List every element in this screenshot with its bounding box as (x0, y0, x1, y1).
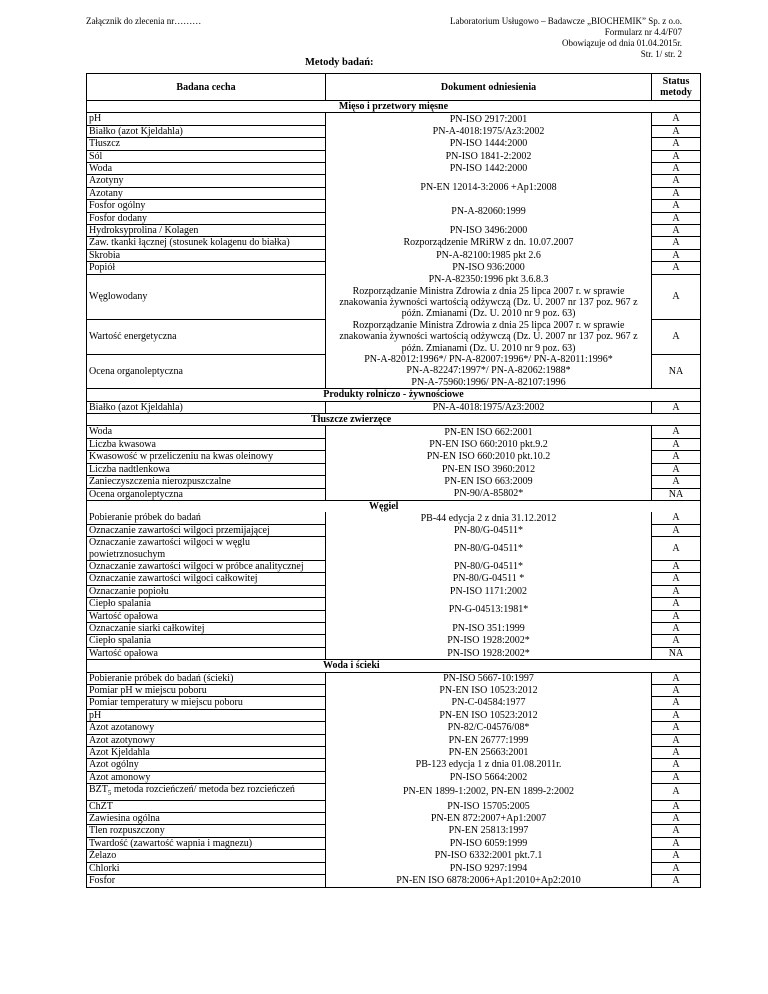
status-cell: A (652, 113, 701, 125)
cecha-cell: Sól (87, 150, 326, 162)
page-number: Str. 1/ str. 2 (640, 49, 682, 59)
status-cell: A (652, 784, 701, 800)
dokument-cell: PN-EN 12014-3:2006 +Ap1:2008 (326, 175, 652, 200)
dokument-cell: PN-ISO 9297:1994 (326, 862, 652, 874)
table-row (87, 825, 701, 837)
status-cell: NA (652, 647, 701, 659)
cecha-cell: Liczba nadtlenkowa (87, 463, 326, 475)
table-row (87, 125, 701, 137)
table-row (87, 784, 701, 800)
status-cell: A (652, 875, 701, 887)
status-cell: A (652, 709, 701, 721)
dokument-cell: PN-ISO 3496:2000 (326, 225, 652, 237)
cecha-cell: Twardość (zawartość wapnia i magnezu) (87, 837, 326, 849)
status-cell: A (652, 320, 701, 354)
cecha-cell: Azot ogólny (87, 759, 326, 771)
dokument-cell: PN-ISO 5667-10:1997 (326, 672, 652, 684)
cecha-cell: Ocena organoleptyczna (87, 488, 326, 500)
table-row (87, 163, 701, 175)
dokument-cell: PN-A-4018:1975/Az3:2002 (326, 401, 652, 413)
dokument-cell: PN-EN 1899-1:2002, PN-EN 1899-2:2002 (326, 784, 652, 800)
cecha-cell: Zawiesina ogólna (87, 813, 326, 825)
dokument-cell: PN-ISO 15705:2005 (326, 800, 652, 812)
section-title: Woda i ścieki (87, 660, 701, 672)
dokument-cell: PN-ISO 6332:2001 pkt.7.1 (326, 850, 652, 862)
dokument-cell: PN-90/A-85802* (326, 488, 652, 500)
dokument-cell: PN-80/G-04511* (326, 560, 652, 572)
status-cell: A (652, 463, 701, 475)
table-row (87, 113, 701, 125)
cecha-cell: Tłuszcz (87, 138, 326, 150)
dokument-cell: PN-EN 25663:2001 (326, 747, 652, 759)
status-cell: A (652, 451, 701, 463)
status-cell: A (652, 585, 701, 597)
dokument-cell: PN-ISO 1444:2000 (326, 138, 652, 150)
cecha-cell: Wartość opałowa (87, 647, 326, 659)
status-cell: A (652, 813, 701, 825)
table-row (87, 200, 701, 212)
status-cell: A (652, 187, 701, 199)
cecha-cell: Fosfor dodany (87, 212, 326, 224)
status-cell: A (652, 759, 701, 771)
status-cell: A (652, 476, 701, 488)
dokument-cell: PN-A-4018:1975/Az3:2002 (326, 125, 652, 137)
status-cell: A (652, 274, 701, 320)
section-row (87, 660, 701, 672)
cecha-cell: Woda (87, 163, 326, 175)
table-row (87, 225, 701, 237)
cecha-cell: $BZT_5$ metoda rozcieńczeń/ metoda bez rozcieńczeń (87, 784, 326, 800)
status-cell: A (652, 734, 701, 746)
dokument-cell: PN-80/G-04511 * (326, 573, 652, 585)
lab-header (450, 16, 682, 60)
dokument-cell: PN-C-04584:1977 (326, 697, 652, 709)
table-row (87, 697, 701, 709)
dokument-cell: PN-EN ISO 663:2009 (326, 476, 652, 488)
table-row (87, 438, 701, 450)
status-cell: A (652, 537, 701, 561)
methods-table (86, 73, 701, 888)
table-row (87, 537, 701, 561)
table-row (87, 598, 701, 610)
dokument-cell: PN-ISO 351:1999 (326, 622, 652, 634)
table-row (87, 647, 701, 659)
table-row (87, 512, 701, 524)
dokument-cell: PN-ISO 1442:2000 (326, 163, 652, 175)
cecha-cell: Pomiar temperatury w miejscu poboru (87, 697, 326, 709)
cecha-cell: Tlen rozpuszczony (87, 825, 326, 837)
dokument-cell: PN-EN 26777:1999 (326, 734, 652, 746)
table-row (87, 771, 701, 783)
cecha-cell: Pobieranie próbek do badań (ścieki) (87, 672, 326, 684)
table-row (87, 237, 701, 249)
cecha-cell: Wartość opałowa (87, 610, 326, 622)
status-cell: A (652, 800, 701, 812)
cecha-cell: Oznaczanie zawartości wilgoci przemijającej (87, 524, 326, 536)
status-cell: A (652, 697, 701, 709)
status-cell: A (652, 771, 701, 783)
dokument-cell: PN-G-04513:1981* (326, 598, 652, 623)
cecha-cell: Żelazo (87, 850, 326, 862)
status-cell: A (652, 138, 701, 150)
section-title: Węgiel (87, 500, 701, 512)
dokument-cell: PN-ISO 1841-2:2002 (326, 150, 652, 162)
dokument-cell: PN-ISO 1928:2002* (326, 647, 652, 659)
status-cell: A (652, 163, 701, 175)
cecha-cell: pH (87, 709, 326, 721)
cecha-cell: Węglowodany (87, 274, 326, 320)
dokument-cell: PN-A-82012:1996*/ PN-A-82007:1996*/ PN-A-82011:1996* PN-A-82247:1997*/ PN-A-82062:1988* PN-A-75960:1996/ PN-A-82107:1996 (326, 354, 652, 389)
status-cell: A (652, 262, 701, 274)
status-cell: A (652, 837, 701, 849)
cecha-cell: Woda (87, 426, 326, 438)
table-row (87, 622, 701, 634)
status-cell: A (652, 150, 701, 162)
section-row (87, 389, 701, 401)
dokument-cell: PN-80/G-04511* (326, 537, 652, 561)
cecha-cell: pH (87, 113, 326, 125)
cecha-cell: Fosfor ogólny (87, 200, 326, 212)
cecha-cell: Zaw. tkanki łącznej (stosunek kolagenu do białka) (87, 237, 326, 249)
status-cell: A (652, 825, 701, 837)
dokument-cell: Rozporządzanie Ministra Zdrowia z dnia 25 lipca 2007 r. w sprawie znakowania żywności wartością odżywczą (Dz. U. 2007 nr 137 poz. 967 z późn. Zmianami (Dz. U. 2010 nr 9 poz. 63) (326, 320, 652, 354)
table-row (87, 524, 701, 536)
dokument-cell: PN-ISO 5664:2002 (326, 771, 652, 783)
cecha-cell: Skrobia (87, 249, 326, 261)
header-status: Status metody (652, 74, 701, 101)
status-cell: A (652, 560, 701, 572)
dokument-cell: PB-123 edycja 1 z dnia 01.08.2011r. (326, 759, 652, 771)
table-row (87, 759, 701, 771)
dokument-cell: PN-EN 25813:1997 (326, 825, 652, 837)
table-body (87, 101, 701, 888)
dokument-cell: PN-EN 872:2007+Ap1:2007 (326, 813, 652, 825)
table-row (87, 274, 701, 320)
section-title: Tłuszcze zwierzęce (87, 414, 701, 426)
table-row (87, 262, 701, 274)
section-row (87, 101, 701, 113)
table-row (87, 249, 701, 261)
dokument-cell: PN-ISO 2917:2001 (326, 113, 652, 125)
status-cell: A (652, 635, 701, 647)
cecha-cell: Liczba kwasowa (87, 438, 326, 450)
status-cell: A (652, 249, 701, 261)
dokument-cell: PN-82/C-04576/08* (326, 722, 652, 734)
dokument-cell: PN-A-82060:1999 (326, 200, 652, 225)
status-cell: NA (652, 488, 701, 500)
cecha-cell: Oznaczanie zawartości wilgoci w próbce analitycznej (87, 560, 326, 572)
dokument-cell: PN-80/G-04511* (326, 524, 652, 536)
form-number: Formularz nr 4.4/F07 (604, 27, 682, 37)
table-row (87, 426, 701, 438)
dokument-cell: PN-A-82350:1996 pkt 3.6.8.3 Rozporządzanie Ministra Zdrowia z dnia 25 lipca 2007 r. w sprawie znakowania żywności wartością odżywczą (Dz. U. 2007 nr 137 poz. 967 z późn. Zmianami (Dz. U. 2010 nr 9 poz. 63) (326, 274, 652, 320)
status-cell: A (652, 200, 701, 212)
table-row (87, 837, 701, 849)
cecha-cell: Oznaczanie zawartości wilgoci całkowitej (87, 573, 326, 585)
header-cecha: Badana cecha (87, 74, 326, 101)
status-cell: A (652, 573, 701, 585)
table-row (87, 800, 701, 812)
status-cell: A (652, 175, 701, 187)
table-row (87, 734, 701, 746)
section-title: Produkty rolniczo - żywnościowe (87, 389, 701, 401)
table-row (87, 709, 701, 721)
status-cell: NA (652, 354, 701, 389)
table-row (87, 635, 701, 647)
cecha-cell: Białko (azot Kjeldahla) (87, 401, 326, 413)
dokument-cell: PN-EN ISO 10523:2012 (326, 685, 652, 697)
table-row (87, 685, 701, 697)
cecha-cell: Azot amonowy (87, 771, 326, 783)
cecha-cell: ChZT (87, 800, 326, 812)
table-row (87, 451, 701, 463)
cecha-cell: Fosfor (87, 875, 326, 887)
table-row (87, 573, 701, 585)
table-row (87, 320, 701, 354)
cecha-cell: Wartość energetyczna (87, 320, 326, 354)
cecha-cell: Zanieczyszczenia nierozpuszczalne (87, 476, 326, 488)
status-cell: A (652, 426, 701, 438)
section-row (87, 500, 701, 512)
table-row (87, 585, 701, 597)
table-row (87, 560, 701, 572)
dokument-cell: PN-ISO 1928:2002* (326, 635, 652, 647)
cecha-cell: Oznaczanie siarki całkowitej (87, 622, 326, 634)
dokument-cell: PN-EN ISO 660:2010 pkt.9.2 (326, 438, 652, 450)
cecha-cell: Ocena organoleptyczna (87, 354, 326, 389)
table-row (87, 463, 701, 475)
table-row (87, 722, 701, 734)
status-cell: A (652, 672, 701, 684)
table-row (87, 813, 701, 825)
cecha-cell: Hydroksyprolina / Kolagen (87, 225, 326, 237)
status-cell: A (652, 512, 701, 524)
dokument-cell: PN-ISO 6059:1999 (326, 837, 652, 849)
table-row (87, 150, 701, 162)
table-row (87, 488, 701, 500)
valid-from: Obowiązuje od dnia 01.04.2015r. (562, 38, 682, 48)
status-cell: A (652, 685, 701, 697)
page-title: Metody badań: (305, 57, 374, 68)
lab-name: Laboratorium Usługowo – Badawcze „BIOCHEMIK” Sp. z o.o. (450, 16, 682, 26)
status-cell: A (652, 850, 701, 862)
table-header-row (87, 74, 701, 101)
attachment-note: Załącznik do zlecenia nr……… (86, 16, 202, 26)
cecha-cell: Oznaczanie popiołu (87, 585, 326, 597)
status-cell: A (652, 862, 701, 874)
cecha-cell: Azotyny (87, 175, 326, 187)
dokument-cell: PN-ISO 1171:2002 (326, 585, 652, 597)
section-title: Mięso i przetwory mięsne (87, 101, 701, 113)
dokument-cell: PN-A-82100:1985 pkt 2.6 (326, 249, 652, 261)
cecha-cell: Azot Kjeldahla (87, 747, 326, 759)
cecha-cell: Ciepło spalania (87, 598, 326, 610)
table-row (87, 862, 701, 874)
status-cell: A (652, 237, 701, 249)
table-row (87, 747, 701, 759)
status-cell: A (652, 401, 701, 413)
cecha-cell: Oznaczanie zawartości wilgoci w węglu powietrznosuchym (87, 537, 326, 561)
status-cell: A (652, 747, 701, 759)
status-cell: A (652, 225, 701, 237)
dokument-cell: Rozporządzenie MRiRW z dn. 10.07.2007 (326, 237, 652, 249)
table-row (87, 138, 701, 150)
cecha-cell: Popiół (87, 262, 326, 274)
dokument-cell: PN-EN ISO 660:2010 pkt.10.2 (326, 451, 652, 463)
status-cell: A (652, 610, 701, 622)
table-row (87, 875, 701, 887)
cecha-cell: Pomiar pH w miejscu poboru (87, 685, 326, 697)
table-row (87, 672, 701, 684)
cecha-cell: Azot azotanowy (87, 722, 326, 734)
status-cell: A (652, 438, 701, 450)
table-row (87, 476, 701, 488)
status-cell: A (652, 622, 701, 634)
table-row (87, 175, 701, 187)
status-cell: A (652, 598, 701, 610)
dokument-cell: PB-44 edycja 2 z dnia 31.12.2012 (326, 512, 652, 524)
dokument-cell: PN-EN ISO 662:2001 (326, 426, 652, 438)
dokument-cell: PN-EN ISO 6878:2006+Ap1:2010+Ap2:2010 (326, 875, 652, 887)
header-dokument: Dokument odniesienia (326, 74, 652, 101)
cecha-cell: Kwasowość w przeliczeniu na kwas oleinowy (87, 451, 326, 463)
table-row (87, 850, 701, 862)
table-row (87, 401, 701, 413)
cecha-cell: Chlorki (87, 862, 326, 874)
cecha-cell: Azot azotynowy (87, 734, 326, 746)
status-cell: A (652, 212, 701, 224)
section-row (87, 414, 701, 426)
dokument-cell: PN-EN ISO 10523:2012 (326, 709, 652, 721)
cecha-cell: Białko (azot Kjeldahla) (87, 125, 326, 137)
status-cell: A (652, 722, 701, 734)
cecha-cell: Ciepło spalania (87, 635, 326, 647)
status-cell: A (652, 125, 701, 137)
table-row (87, 354, 701, 389)
cecha-cell: Azotany (87, 187, 326, 199)
dokument-cell: PN-ISO 936:2000 (326, 262, 652, 274)
cecha-cell: Pobieranie próbek do badań (87, 512, 326, 524)
dokument-cell: PN-EN ISO 3960:2012 (326, 463, 652, 475)
status-cell: A (652, 524, 701, 536)
